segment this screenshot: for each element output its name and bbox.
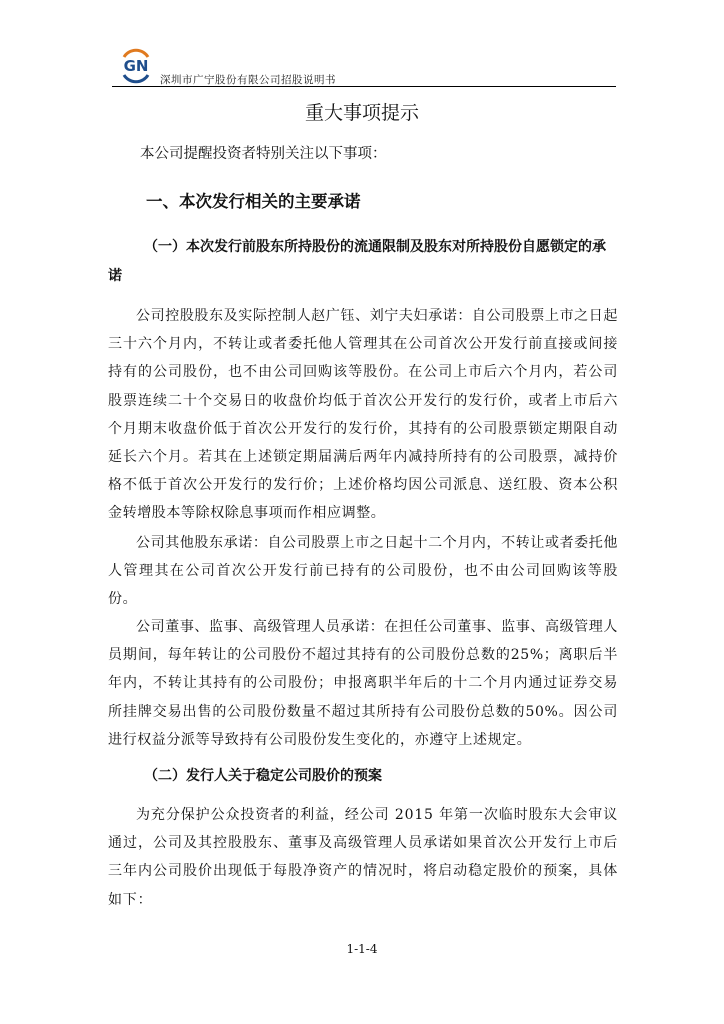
page-number: 1-1-4 bbox=[346, 942, 378, 956]
section-heading-1: 一、本次发行相关的主要承诺 bbox=[146, 192, 361, 211]
intro-text: 本公司提醒投资者特别关注以下事项： bbox=[140, 146, 387, 162]
page-header bbox=[112, 44, 616, 88]
paragraph: 公司其他股东承诺：自公司股票上市之日起十二个月内，不转让或者委托他人管理其在公司首次公开发行前已持有的公司股份，也不由公司回购该等股份。 bbox=[108, 535, 618, 608]
header-company-name: 深圳市广宁股份有限公司招股说明书 bbox=[160, 74, 336, 86]
company-logo bbox=[114, 48, 158, 84]
subsection-heading-2: （二）发行人关于稳定公司股价的预案 bbox=[144, 768, 382, 784]
page-title: 重大事项提示 bbox=[304, 102, 419, 124]
paragraph: 公司董事、监事、高级管理人员承诺：在担任公司董事、监事、高级管理人员期间，每年转让的公司股份不超过其持有的公司股份总数的25%；离职后半年内，不转让其持有的公司股份；申报离职半年后的十二个月内通过证券交易所挂牌交易出售的公司股份数量不超过其所持有公司股份总数的50%。因公司进行权益分派等导致持有公司股份发生变化的，亦遵守上述规定。 bbox=[108, 619, 618, 748]
header-divider bbox=[112, 86, 616, 87]
paragraph: 为充分保护公众投资者的利益，经公司 2015 年第一次临时股东大会审议通过，公司及其控股股东、董事及高级管理人员承诺如果首次公开发行上市后三年内公司股价出现低于每股净资产的情况时，将启动稳定股价的预案，具体如下： bbox=[108, 807, 618, 908]
subsection-heading-1: （一）本次发行前股东所持股份的流通限制及股东对所持股份自愿锁定的承诺 bbox=[108, 239, 606, 284]
paragraph: 公司控股股东及实际控制人赵广钰、刘宁夫妇承诺：自公司股票上市之日起三十六个月内，不转让或者委托他人管理其在公司首次公开发行前直接或间接持有的公司股份，也不由公司回购该等股份。在公司上市后六个月内，若公司股票连续二十个交易日的收盘价均低于首次公开发行的发行价，或者上市后六个月期末收盘价低于首次公开发行的发行价，其持有的公司股票锁定期限自动延长六个月。若其在上述锁定期届满后两年内减持所持有的公司股票，减持价格不低于首次公开发行的发行价；上述价格均因公司派息、送红股、资本公积金转增股本等除权除息事项而作相应调整。 bbox=[108, 308, 618, 522]
logo-text: GN bbox=[123, 57, 149, 75]
